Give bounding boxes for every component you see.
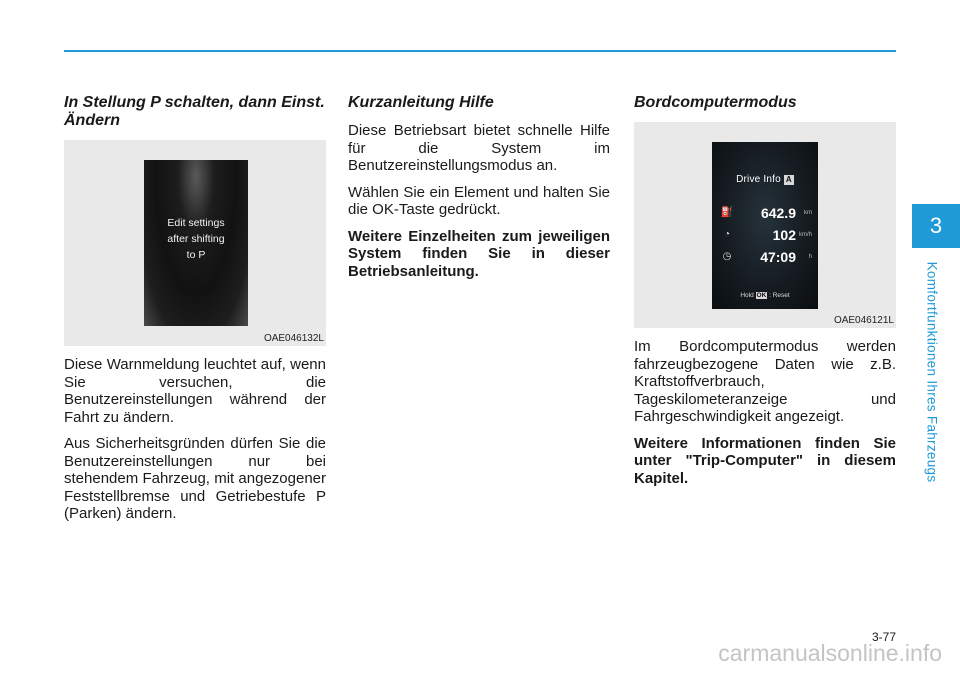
time-value: 47:09	[760, 249, 796, 265]
hold-ok-reset-hint	[712, 292, 818, 299]
paragraph-safety-note: Aus Sicherheitsgründen dürfen Sie die Benutzereinstellungen nur bei stehendem Fahrzeug, mit angezogener Feststellbremse und Getriebestufe P (Parken) ändern.	[64, 435, 326, 522]
warning-line-2: after shifting	[167, 233, 225, 245]
cluster-display-drive-info	[712, 142, 818, 309]
page-number: 3-77	[871, 630, 896, 644]
left-column	[64, 94, 326, 532]
drive-info-row-time	[718, 248, 812, 266]
speed-unit: km/h	[798, 232, 812, 238]
speedometer-icon: ◔	[723, 229, 731, 240]
paragraph-trip-computer-reference: Weitere Informationen finden Sie unter "Trip-Computer" in diesem Kapitel.	[634, 434, 896, 487]
paragraph-further-details: Weitere Einzelheiten zum jeweiligen System finden Sie in dieser Betriebsanleitung.	[348, 227, 610, 280]
warning-message	[144, 215, 248, 263]
paragraph-ok-button-hint: Wählen Sie ein Element und halten Sie die OK-Taste gedrückt.	[348, 183, 610, 218]
chapter-title: Komfortfunktionen Ihres Fahrzeugs	[924, 261, 940, 483]
figure-drive-info	[634, 122, 896, 328]
cluster-display-warning	[144, 160, 248, 326]
top-divider-line	[64, 50, 896, 52]
right-column	[634, 94, 896, 496]
distance-unit: km	[804, 210, 812, 216]
figure-code: OAE046121L	[833, 315, 894, 326]
section-heading-trip-computer: Bordcomputermodus	[634, 94, 797, 111]
drive-info-title	[712, 174, 818, 185]
section-heading-shift-to-p: In Stellung P schalten, dann Einst. Ändern	[64, 94, 325, 129]
fuel-car-icon: ⛽	[720, 207, 734, 218]
section-heading-quick-help: Kurzanleitung Hilfe	[348, 94, 494, 111]
paragraph-warning-description: Diese Warnmeldung leuchtet auf, wenn Sie versuchen, die Benutzereinstellungen während der Fahrt zu ändern.	[64, 356, 326, 426]
drive-info-badge: A	[785, 175, 792, 184]
drive-info-row-distance	[718, 204, 812, 222]
chapter-tab: 3	[912, 204, 960, 248]
paragraph-trip-computer-description: Im Bordcomputermodus werden fahrzeugbezogene Daten wie z.B. Kraftstoffverbrauch, Tageskilometeranzeige und Fahrgeschwindigkeit angezeigt.	[634, 338, 896, 425]
speed-value: 102	[772, 227, 796, 243]
hold-label: Hold	[740, 292, 754, 299]
middle-column	[348, 94, 610, 289]
drive-info-row-speed	[718, 226, 812, 244]
warning-line-3: to P	[186, 249, 206, 261]
figure-edit-settings-warning	[64, 140, 326, 346]
paragraph-quick-help-intro: Diese Betriebsart bietet schnelle Hilfe für die System im Benutzereinstellungsmodus an.	[348, 122, 610, 174]
watermark: carmanualsonline.info	[718, 640, 942, 666]
ok-key-label: OK	[756, 292, 767, 299]
drive-info-title-text: Drive Info	[736, 174, 781, 185]
figure-code: OAE046132L	[263, 333, 324, 344]
distance-value: 642.9	[760, 205, 796, 221]
clock-icon: ◷	[722, 251, 732, 262]
warning-line-1: Edit settings	[167, 217, 225, 229]
time-unit: h	[808, 254, 812, 260]
reset-label: : Reset	[769, 292, 790, 299]
